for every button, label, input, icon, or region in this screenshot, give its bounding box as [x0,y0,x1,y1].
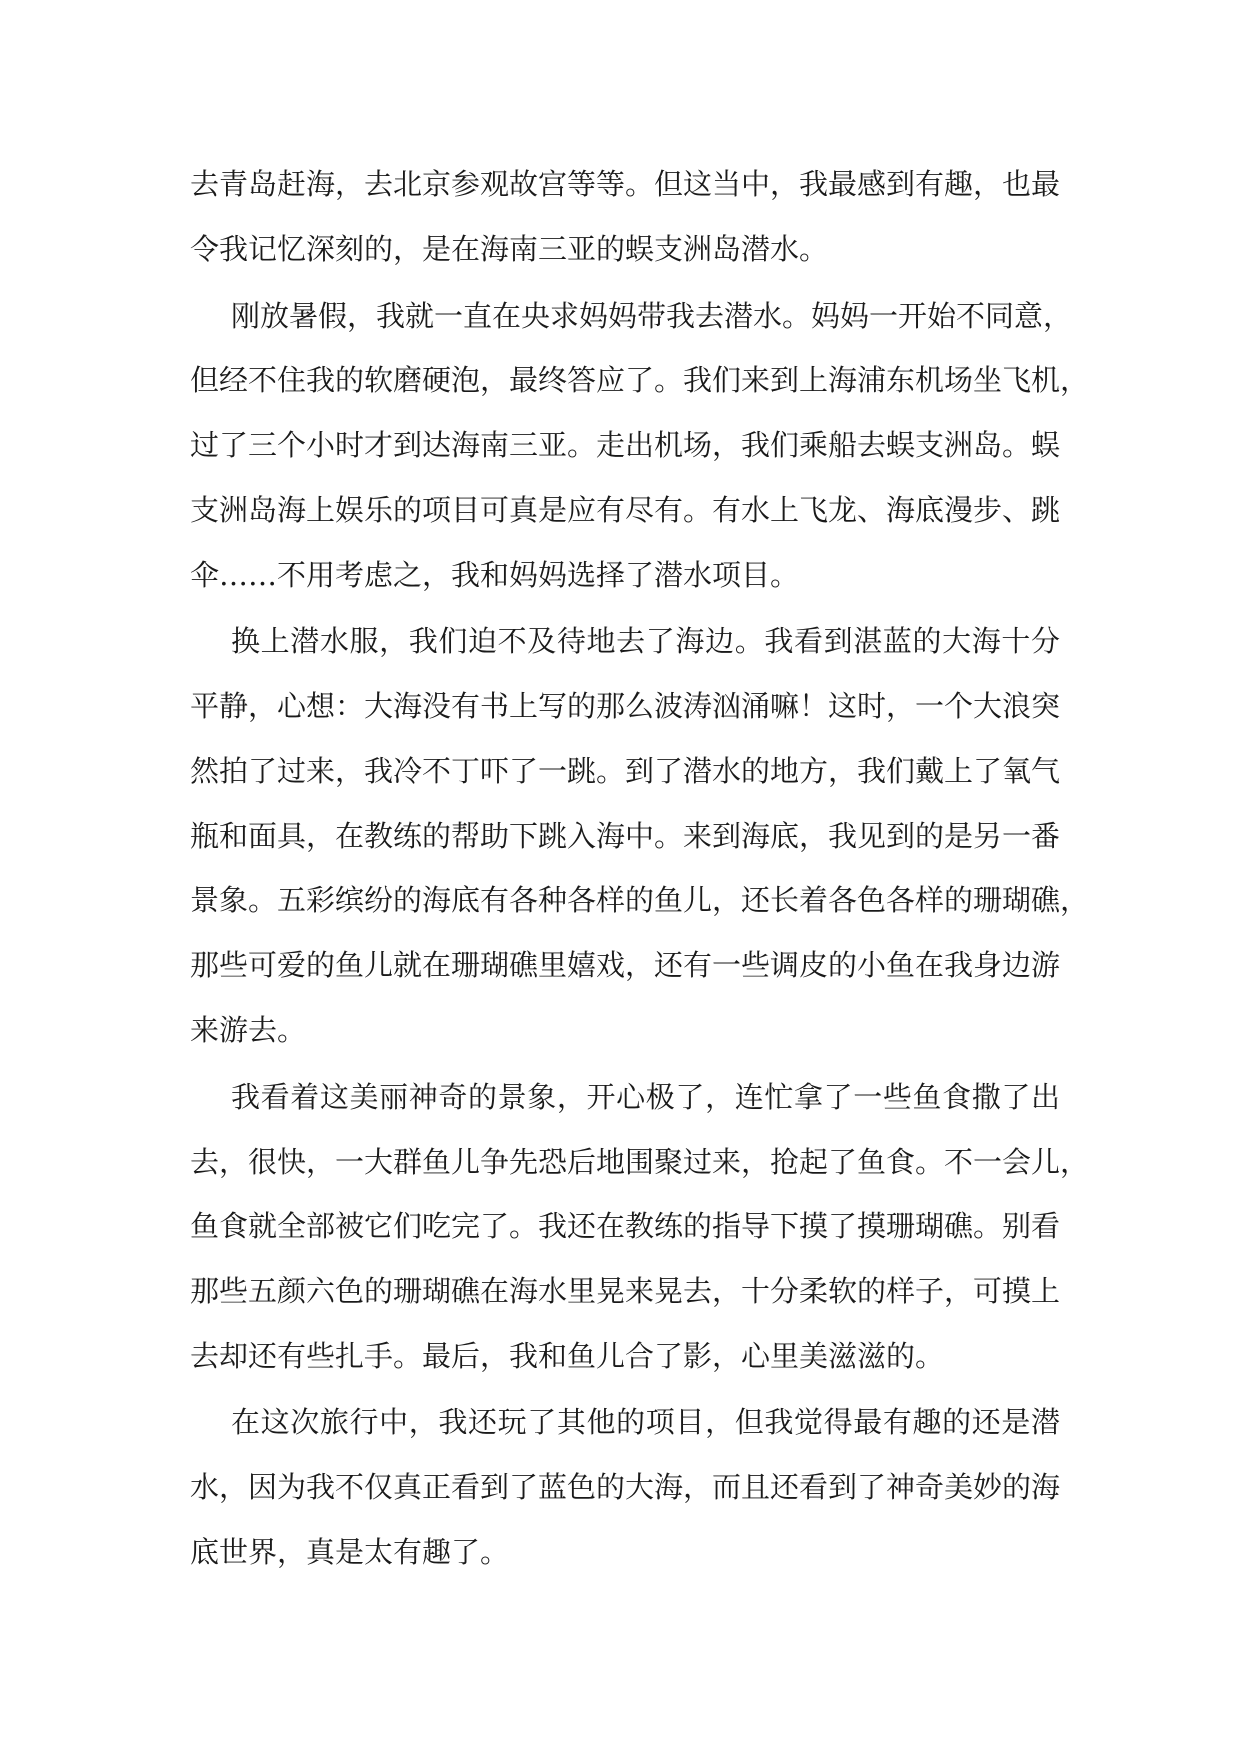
text-line: 平静，心想：大海没有书上写的那么波涛汹涌嘛！这时，一个大浪突 [190,689,1061,723]
text-line: 令我记忆深刻的，是在海南三亚的蜈支洲岛潜水。 [190,232,829,266]
text-line: 鱼食就全部被它们吃完了。我还在教练的指导下摸了摸珊瑚礁。别看 [190,1209,1061,1243]
text-line: 水，因为我不仅真正看到了蓝色的大海，而且还看到了神奇美妙的海 [190,1470,1061,1504]
text-line: 去却还有些扎手。最后，我和鱼儿合了影，心里美滋滋的。 [190,1339,945,1373]
paragraph-first-line: 刚放暑假，我就一直在央求妈妈带我去潜水。妈妈一开始不同意， [231,299,1073,333]
text-line: 支洲岛海上娱乐的项目可真是应有尽有。有水上飞龙、海底漫步、跳 [190,493,1061,527]
paragraph-first-line: 我看着这美丽神奇的景象，开心极了，连忙拿了一些鱼食撒了出 [231,1080,1060,1114]
text-line: 那些五颜六色的珊瑚礁在海水里晃来晃去，十分柔软的样子，可摸上 [190,1274,1061,1308]
text-line: 伞……不用考虑之，我和妈妈选择了潜水项目。 [190,558,800,592]
text-line: 瓶和面具，在教练的帮助下跳入海中。来到海底，我见到的是另一番 [190,819,1061,853]
text-line: 那些可爱的鱼儿就在珊瑚礁里嬉戏，还有一些调皮的小鱼在我身边游 [190,948,1061,982]
text-line: 去青岛赶海，去北京参观故宫等等。但这当中，我最感到有趣，也最 [190,167,1061,201]
text-line: 来游去。 [190,1013,307,1047]
text-line: 但经不住我的软磨硬泡，最终答应了。我们来到上海浦东机场坐飞机， [190,363,1090,397]
paragraph-first-line: 换上潜水服，我们迫不及待地去了海边。我看到湛蓝的大海十分 [231,624,1060,658]
text-line: 底世界，真是太有趣了。 [190,1535,510,1569]
text-line: 过了三个小时才到达海南三亚。走出机场，我们乘船去蜈支洲岛。蜈 [190,428,1061,462]
text-line: 去，很快，一大群鱼儿争先恐后地围聚过来，抢起了鱼食。不一会儿， [190,1145,1090,1179]
text-line: 然拍了过来，我冷不丁吓了一跳。到了潜水的地方，我们戴上了氧气 [190,754,1061,788]
paragraph-first-line: 在这次旅行中，我还玩了其他的项目，但我觉得最有趣的还是潜 [231,1405,1060,1439]
text-line: 景象。五彩缤纷的海底有各种各样的鱼儿，还长着各色各样的珊瑚礁， [190,883,1090,917]
